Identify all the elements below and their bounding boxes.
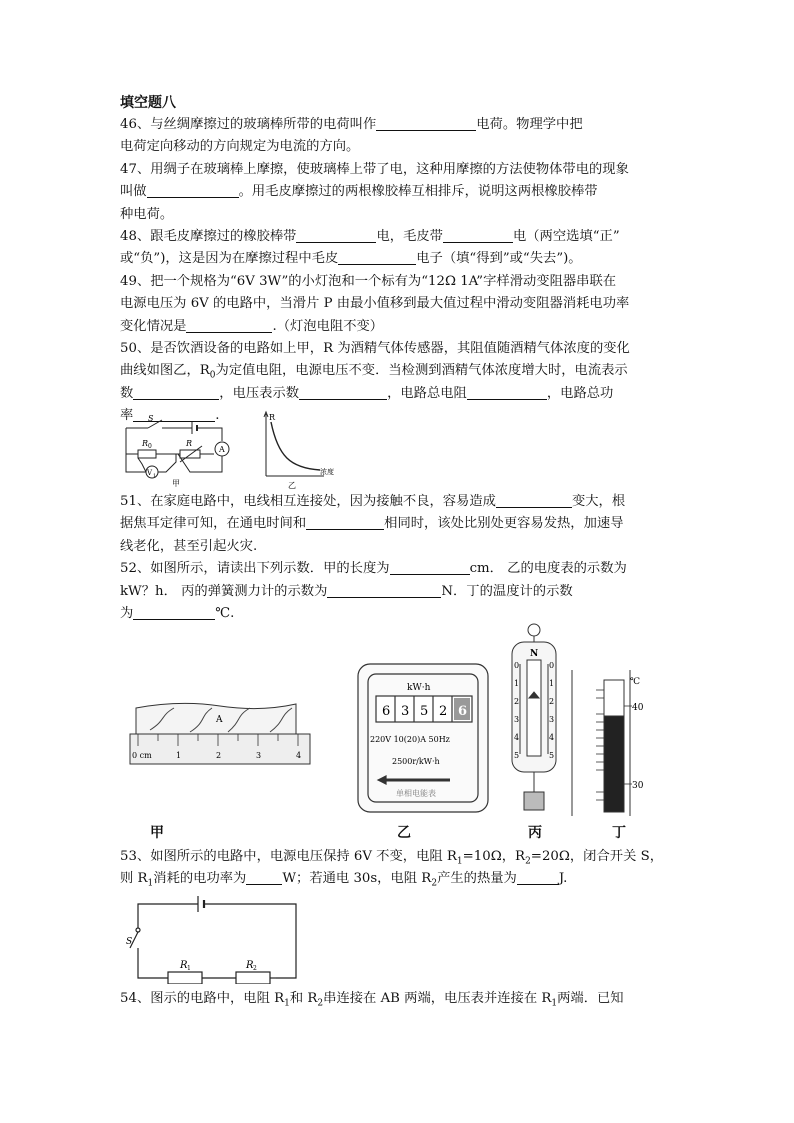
svg-text:A: A bbox=[216, 715, 223, 725]
q52-figure bbox=[120, 620, 690, 820]
q52-line1: 52、如图所示，请读出下列示数．甲的长度为 cm． 乙的电度表的示数为 bbox=[120, 561, 627, 577]
answer-blank[interactable] bbox=[338, 250, 416, 265]
q51-line1: 51、在家庭电路中，电线相互连接处，因为接触不良，容易造成 变大，根 bbox=[120, 494, 626, 509]
svg-text:4: 4 bbox=[296, 751, 302, 760]
q49-line2: 电源电压为 6V 的电路中，当滑片 P 由最小值移到最大值过程中滑动变阻器消耗电功率 bbox=[120, 296, 630, 312]
svg-text:6: 6 bbox=[382, 704, 391, 719]
svg-text:0: 0 bbox=[549, 661, 555, 670]
sensor-resistor-icon bbox=[180, 450, 200, 458]
q48-line2: 或“负”)，这是因为在摩擦过程中毛皮 电子（填“得到”或“失去”)。 bbox=[120, 251, 582, 267]
svg-text:kW·h: kW·h bbox=[407, 683, 431, 693]
svg-text:R: R bbox=[186, 439, 193, 448]
svg-text:乙: 乙 bbox=[288, 481, 296, 490]
question-page-2 bbox=[120, 491, 688, 625]
r0-resistor-icon bbox=[138, 450, 156, 458]
svg-text:2500r/kW·h: 2500r/kW·h bbox=[392, 757, 440, 766]
svg-text:4: 4 bbox=[514, 733, 520, 742]
q53-circuit bbox=[124, 892, 304, 984]
svg-text:R: R bbox=[180, 960, 188, 971]
q54-line1: 54、图示的电路中，电阻 $R_1$和 $R_2$串连接在 AB 两端，电压表并连接在 $R_1$两端．已知 bbox=[120, 991, 624, 1009]
r1-resistor-icon bbox=[168, 972, 202, 984]
breathalyzer-circuit bbox=[126, 420, 229, 478]
svg-text:V: V bbox=[147, 469, 153, 477]
q49-line1: 49、把一个规格为“6V 3W”的小灯泡和一个标有为“12Ω 1A”字样滑动变阻器串联在 bbox=[120, 273, 617, 289]
answer-blank[interactable] bbox=[299, 385, 387, 400]
svg-text:1: 1 bbox=[187, 965, 191, 972]
svg-text:30: 30 bbox=[632, 781, 644, 791]
q50-line4: 率 . bbox=[120, 408, 220, 424]
svg-text:2: 2 bbox=[216, 751, 222, 760]
thermometer bbox=[572, 670, 630, 816]
svg-text:0 cm: 0 cm bbox=[132, 751, 152, 760]
question-page-3 bbox=[120, 846, 688, 891]
svg-text:3: 3 bbox=[401, 704, 410, 719]
svg-text:2: 2 bbox=[253, 965, 257, 972]
svg-text:3: 3 bbox=[514, 715, 520, 724]
answer-blank[interactable] bbox=[376, 116, 476, 131]
q50-line2: 曲线如图乙，$R_0$为定值电阻，电源电压不变．当检测到酒精气体浓度增大时，电流表示 bbox=[120, 363, 628, 381]
svg-text:℃: ℃ bbox=[630, 677, 641, 687]
svg-text:1: 1 bbox=[514, 679, 520, 688]
svg-text:220V 10(20)A 50Hz: 220V 10(20)A 50Hz bbox=[370, 735, 450, 744]
q49-line3: 变化情况是 .（灯泡电阻不变） bbox=[120, 318, 384, 334]
answer-blank[interactable] bbox=[296, 228, 376, 243]
answer-blank[interactable] bbox=[186, 318, 272, 333]
svg-text:1: 1 bbox=[176, 751, 182, 760]
r2-resistor-icon bbox=[236, 972, 270, 984]
question-page-4 bbox=[120, 988, 688, 1010]
svg-text:4: 4 bbox=[549, 733, 555, 742]
caption-jia: 甲 bbox=[150, 825, 164, 841]
q51-line3: 线老化，甚至引起火灾. bbox=[120, 538, 258, 554]
answer-blank[interactable] bbox=[517, 870, 559, 885]
q50-figure bbox=[118, 408, 358, 490]
answer-blank[interactable] bbox=[147, 183, 239, 198]
caption-bing: 丙 bbox=[528, 825, 542, 841]
answer-blank[interactable] bbox=[133, 385, 219, 400]
answer-blank[interactable] bbox=[246, 870, 282, 885]
caption-yi: 乙 bbox=[397, 825, 411, 841]
mercury-column bbox=[604, 716, 624, 812]
q46-line1: 46、与丝绸摩擦过的玻璃棒所带的电荷叫作 电荷。物理学中把 bbox=[120, 117, 583, 132]
svg-text:R: R bbox=[269, 413, 276, 422]
svg-text:5: 5 bbox=[514, 751, 520, 760]
svg-text:甲: 甲 bbox=[172, 479, 180, 488]
q53-line1: 53、如图所示的电路中，电源电压保持 6V 不变，电阻 $R_1=10\Omega$，$R_2=20\Omega$，闭合开关 S， bbox=[120, 849, 663, 867]
answer-blank[interactable] bbox=[133, 605, 215, 620]
answer-blank[interactable] bbox=[327, 583, 441, 598]
svg-text:A: A bbox=[219, 445, 225, 454]
svg-text:5: 5 bbox=[420, 704, 429, 719]
svg-text:1: 1 bbox=[549, 679, 555, 688]
svg-text:R: R bbox=[142, 439, 149, 448]
answer-blank[interactable] bbox=[390, 560, 470, 575]
section-title: 填空题八 bbox=[120, 95, 176, 111]
svg-text:2: 2 bbox=[439, 704, 448, 719]
answer-blank[interactable] bbox=[443, 228, 513, 243]
answer-blank[interactable] bbox=[306, 515, 384, 530]
svg-text:5: 5 bbox=[549, 751, 555, 760]
svg-text:N: N bbox=[530, 649, 539, 659]
svg-text:浓度: 浓度 bbox=[320, 468, 334, 476]
svg-text:3: 3 bbox=[256, 751, 262, 760]
q47-line1: 47、用绸子在玻璃棒上摩擦，使玻璃棒上带了电，这种用摩擦的方法使物体带电的现象 bbox=[120, 161, 629, 177]
svg-text:2: 2 bbox=[549, 697, 555, 706]
answer-blank[interactable] bbox=[467, 385, 547, 400]
caption-ding: 丁 bbox=[612, 825, 626, 841]
svg-text:S: S bbox=[126, 937, 133, 947]
svg-text:R: R bbox=[246, 960, 254, 971]
svg-text:6: 6 bbox=[458, 704, 468, 719]
q50-line3: 数 ，电压表示数 ，电路总电阻 ，电路总功 bbox=[120, 385, 614, 401]
svg-text:3: 3 bbox=[549, 715, 555, 724]
question-page bbox=[120, 92, 688, 427]
q48-line1: 48、跟毛皮摩擦过的橡胶棒带 电，毛皮带 电（两空选填“正” bbox=[120, 228, 620, 244]
q47-line2: 叫做 。用毛皮摩擦过的两根橡胶棒互相排斥，说明这两根橡胶棒带 bbox=[120, 184, 598, 200]
q47-line3: 种电荷。 bbox=[120, 206, 174, 222]
q46-line2: 电荷定向移动的方向规定为电流的方向。 bbox=[120, 139, 360, 155]
switch-icon bbox=[136, 928, 140, 932]
q51-line2: 据焦耳定律可知，在通电时间和 相同时，该处比别处更容易发热，加速导 bbox=[120, 516, 624, 532]
svg-text:0: 0 bbox=[514, 661, 520, 670]
answer-blank[interactable] bbox=[496, 493, 572, 508]
q52-line2: kW？h． 丙的弹簧测力计的示数为 N．丁的温度计的示数 bbox=[120, 583, 573, 599]
svg-text:S: S bbox=[148, 414, 154, 423]
q50-line1: 50、是否饮酒设备的电路如上甲，R 为酒精气体传感器，其阻值随酒精气体浓度的变化 bbox=[120, 340, 630, 356]
svg-text:40: 40 bbox=[632, 703, 644, 713]
svg-text:单相电能表: 单相电能表 bbox=[396, 789, 436, 798]
q53-line2: 则 $R_1$消耗的电功率为 W；若通电 30s，电阻 $R_2$产生的热量为 J. bbox=[120, 871, 568, 890]
svg-text:1: 1 bbox=[153, 473, 157, 479]
svg-text:0: 0 bbox=[148, 443, 152, 450]
q52-line3: 为 ℃. bbox=[120, 605, 235, 621]
svg-text:2: 2 bbox=[514, 697, 520, 706]
